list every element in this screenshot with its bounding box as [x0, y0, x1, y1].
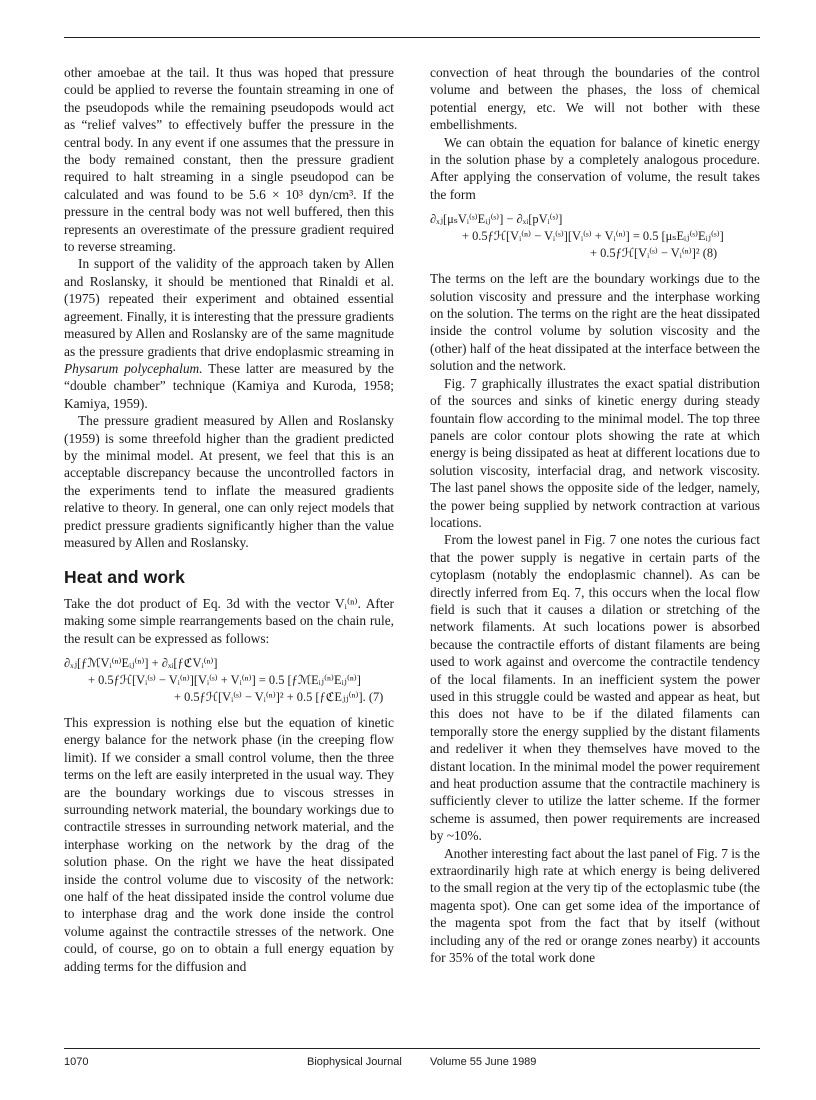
- paragraph: Another interesting fact about the last panel of Fig. 7 is the extraordinarily high rate at which energy is being delivered to the small region at the very tip of the ectoplasmic tube (the magenta spot). One can get some idea of the importance of the magenta spot from the fact that by itself (without including any of the red or orange zones nearby) it accounts for 35% of the total work done: [430, 845, 760, 966]
- paragraph: The terms on the left are the boundary workings due to the solution viscosity and pressure and the interphase working on the solution. The terms on the right are the heat dissipated inside the control volume by solution viscosity and the (other) half of the heat dissipated at the interface between the solution and the network.: [430, 271, 760, 374]
- equation-line: + 0.5ƒℋ[Vᵢ⁽ˢ⁾ − Vᵢ⁽ⁿ⁾][Vᵢ⁽ˢ⁾ + Vᵢ⁽ⁿ⁾] = 0.5 [ƒℳEᵢⱼ⁽ⁿ⁾Eᵢⱼ⁽ⁿ⁾]: [88, 673, 361, 687]
- equation-line: + 0.5ƒℋ[Vᵢ⁽ˢ⁾ − Vᵢ⁽ⁿ⁾]² + 0.5 [ƒℭEⱼⱼ⁽ⁿ⁾]. (7): [174, 690, 384, 704]
- paragraph: convection of heat through the boundaries of the control volume and between the phases, the loss of chemical potential energy, etc. We will not bother with these embellishments.: [430, 65, 760, 133]
- top-rule: [64, 37, 760, 38]
- equation-line: ∂ₓⱼ[μₛVᵢ⁽ˢ⁾Eᵢⱼ⁽ˢ⁾] − ∂ₓᵢ[pVᵢ⁽ˢ⁾]: [430, 212, 563, 227]
- paragraph-text: In support of the validity of the approach taken by Allen and Roslansky, it should be mentioned that Rinaldi et al. (1975) repeated their experiment and obtained essential agreement. Finally, it is interesting that the pressure gradients measured by Allen and Roslansky are of the same magnitude as the pressure gradients that drive endoplasmic streaming in: [64, 256, 394, 359]
- paragraph: Take the dot product of Eq. 3d with the vector Vᵢ⁽ⁿ⁾. After making some simple rearrangements based on the chain rule, the result can be expressed as follows:: [64, 595, 394, 646]
- equation-line: ∂ₓⱼ[ƒℳVᵢ⁽ⁿ⁾Eᵢⱼ⁽ⁿ⁾] + ∂ₓᵢ[ƒℭVᵢ⁽ⁿ⁾]: [64, 656, 218, 670]
- paragraph: Fig. 7 graphically illustrates the exact spatial distribution of the sources and sinks of kinetic energy during steady fountain flow according to the minimal model. The top three panels are color contour plots showing the rate at which energy is being dissipated as heat at different locations due to solution viscosity, interfacial drag, and network viscosity. The last panel shows the opposite side of the ledger, namely, the power being supplied by network contraction at various locations.: [430, 375, 760, 530]
- page-number: 1070: [64, 1056, 89, 1068]
- paragraph: The pressure gradient measured by Allen and Roslansky (1959) is some threefold higher than the gradient predicted by the minimal model. At present, we feel that this is an acceptable discrepancy because the uncontrolled factors in the experiments tend to inflate the measured gradients relative to theory. In general, one can only reject models that predict pressure gradients significantly higher than the value measured by Allen and Roslansky.: [64, 413, 394, 550]
- paragraph: This expression is nothing else but the equation of kinetic energy balance for the network phase (in the creeping flow limit). If we consider a small control volume, then the three terms on the left are easily interpreted in the usual way. They are the boundary workings due to viscous stresses in surrounding network material, the boundary workings due to contractile stresses in surrounding network material, and the interphase working on the network by the drag of the solution phase. On the right we have the heat dissipated inside the control volume due to viscosity of the network: one half of the heat dissipated inside the control volume due to interphase drag and the work done inside the control volume against the contractile stresses of the network. One could, of course, go on to obtain a full energy equation by adding terms for the diffusion and: [64, 715, 394, 974]
- paragraph: We can obtain the equation for balance of kinetic energy in the solution phase by a completely analogous procedure. After applying the conservation of volume, the result takes the form: [430, 134, 760, 202]
- left-column: [64, 64, 394, 975]
- journal-name: Biophysical Journal: [307, 1056, 402, 1068]
- equation-line: + 0.5ƒℋ[Vᵢ⁽ⁿ⁾ − Vᵢ⁽ˢ⁾][Vᵢ⁽ˢ⁾ + Vᵢ⁽ⁿ⁾] = 0.5 [μₛEᵢⱼ⁽ˢ⁾Eᵢⱼ⁽ˢ⁾]: [462, 229, 724, 244]
- right-column: [430, 64, 760, 967]
- species-name: Physarum polycephalum.: [64, 360, 203, 376]
- footer-rule: [64, 1048, 760, 1049]
- equation-line: + 0.5ƒℋ[Vᵢ⁽ˢ⁾ − Vᵢ⁽ⁿ⁾]² (8): [590, 246, 718, 261]
- volume-info: Volume 55 June 1989: [430, 1056, 537, 1068]
- paragraph: [64, 255, 394, 412]
- paragraph: other amoebae at the tail. It thus was hoped that pressure could be applied to reverse the fountain streaming in one of the pseudopods while the remaining pseudopods would act as “relief valves” to effectively buffer the pressure in the central body. In any event if one assumes that the pressure in the body remained constant, then the pressure gradient required to halt streaming in a single pseudopod can be calculated and was found to be 5.6 × 10³ dyn/cm³. If the pressure in the central body was not well buffered, then this represents an overestimate of the pressure gradient required to reverse streaming.: [64, 65, 394, 255]
- section-heading: Heat and work: [64, 567, 185, 588]
- paragraph-text: These latter are measured by the “double chamber” technique (Kamiya and Kuroda, 1958; Kamiya, 1959).: [64, 360, 394, 411]
- equation-7: [64, 655, 394, 706]
- equation-8: [430, 211, 760, 262]
- paragraph: From the lowest panel in Fig. 7 one notes the curious fact that the power supply is negative in certain parts of the cytoplasm (notably the endoplasmic channel). As can be directly inferred from Eq. 7, this occurs when the local flow field is such that it causes a dilation or stretching of the network filaments. At such locations power is absorbed because the contractile efforts of distant filaments are being used to work against and overcome the contractile tendency of the local filaments. In an inefficient system the power used in this struggle could be wasted and appear as heat, but this does not have to be if the dilated filaments can temporally store the energy supplied by the distant filaments and redeliver it when they themselves have moved to the distant location. In the minimal model the power requirement and heat production assume that the contractile machinery is sufficiently clever to utilize the latter scheme. If the former scheme is assumed, then power requirements are increased by ~10%.: [430, 532, 760, 844]
